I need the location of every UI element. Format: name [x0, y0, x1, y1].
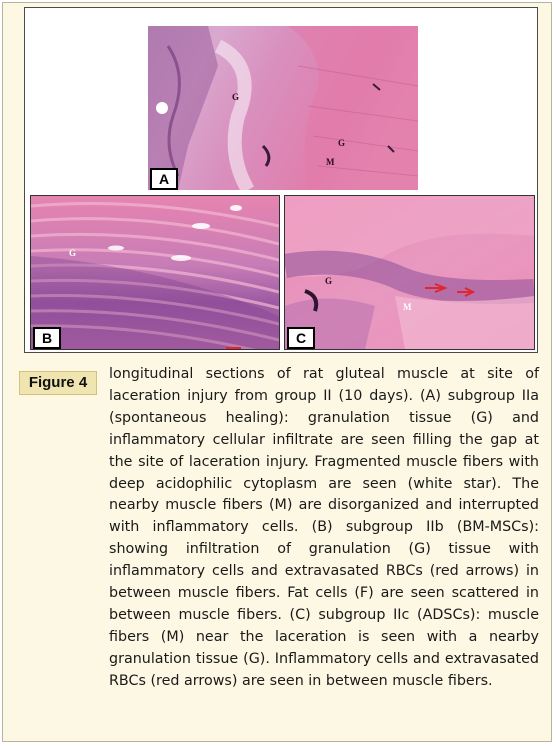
label-m-a: M [326, 157, 335, 167]
label-g-c: G [325, 276, 333, 286]
label-g-a1: G [232, 92, 240, 102]
micrograph-a-image [148, 26, 418, 190]
white-star-marker [156, 102, 168, 114]
panel-letter-b: B [33, 327, 61, 349]
label-g-a2: G [338, 138, 346, 148]
label-m-c: M [403, 302, 412, 312]
micrograph-b-image [31, 196, 279, 349]
micrograph-figure [24, 7, 538, 353]
panel-letter-c: C [287, 327, 315, 349]
panel-letter-a: A [150, 168, 178, 190]
micrograph-panel-a [148, 26, 418, 190]
figure-label: Figure 4 [19, 371, 97, 395]
label-g-b: G [69, 248, 77, 258]
micrograph-panel-b [30, 195, 280, 350]
micrograph-panel-c [284, 195, 535, 350]
figure-frame [2, 2, 552, 742]
figure-caption: longitudinal sections of rat gluteal muscle at site of laceration injury from group II (10 days). (A) subgroup IIa (spontaneous healing): granulation tissue (G) and inflammatory cellular infiltrate are seen filling the gap at the site of laceration injury. Fragmented muscle fibers with deep acidophilic cytoplasm are seen (white star). The nearby muscle fibers (M) are disorganized and interrupted with inflammatory cells. (B) subgroup IIb (BM-MSCs): showing infiltration of granulation (G) tissue with inflammatory cells and extravasated RBCs (red arrows) in between muscle fibers. Fat cells (F) are seen scattered in between muscle fibers. (C) subgroup IIc (ADSCs): muscle fibers (M) near the laceration is seen with a nearby granulation tissue (G). Inflammatory cells and extravasated RBCs (red arrows) are seen in between muscle fibers. [109, 366, 539, 689]
micrograph-c-image [285, 196, 534, 349]
